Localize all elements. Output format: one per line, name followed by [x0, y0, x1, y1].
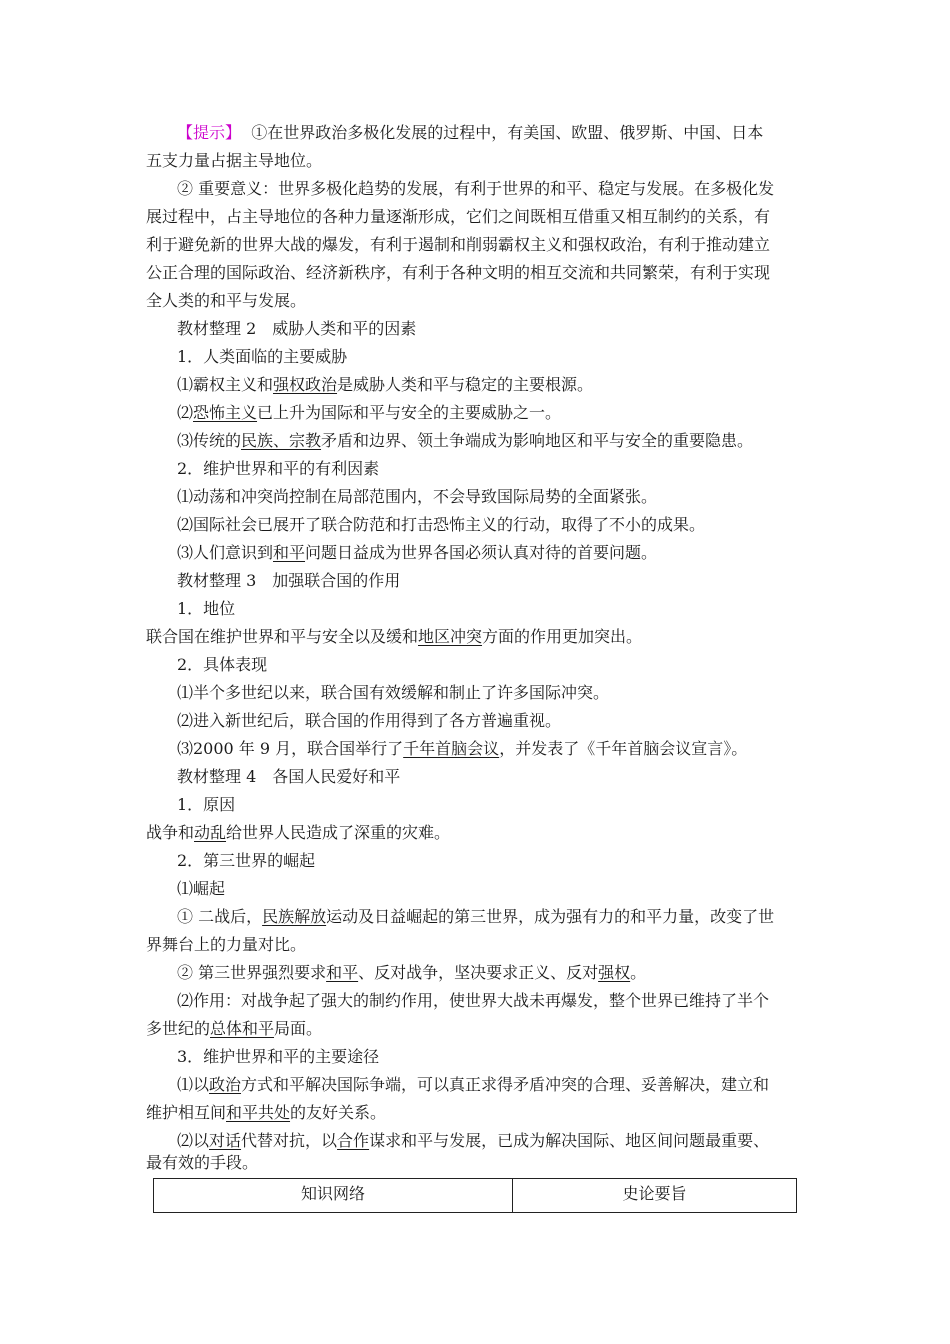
- hint-paragraph-1: 【提示】 ①在世界政治多极化发展的过程中，有美国、欧盟、俄罗斯、中国、日本: [177, 123, 764, 142]
- paragraph: ① 二战后，民族解放运动及日益崛起的第三世界，成为强有力的和平力量，改变了世: [177, 907, 775, 926]
- paragraph: ⑵作用：对战争起了强大的制约作用，使世界大战未再爆发，整个世界已维持了半个: [177, 991, 770, 1010]
- table-header-knowledge-network: 知识网络: [154, 1179, 513, 1213]
- table-header-history-theory: 史论要旨: [513, 1179, 797, 1213]
- paragraph-line: 最有效的手段。: [146, 1153, 259, 1172]
- list-item: ⑴动荡和冲突尚控制在局部范围内，不会导致国际局势的全面紧张。: [177, 487, 658, 506]
- list-item: ⑶2000 年 9 月，联合国举行了千年首脑会议，并发表了《千年首脑会议宣言》。: [177, 739, 748, 758]
- paragraph-line: 界舞台上的力量对比。: [146, 935, 307, 954]
- section-heading: 1．地位: [177, 599, 236, 618]
- section-heading: 1．原因: [177, 795, 236, 814]
- list-item: ⑴半个多世纪以来，联合国有效缓解和制止了许多国际冲突。: [177, 683, 610, 702]
- section-heading: 3．维护世界和平的主要途径: [177, 1047, 380, 1066]
- section-heading: 2．维护世界和平的有利因素: [177, 459, 380, 478]
- summary-table: [153, 1178, 797, 1213]
- hint-line: 公正合理的国际政治、经济新秩序，有利于各种文明的相互交流和共同繁荣，有利于实现: [146, 263, 771, 282]
- section-2-title: 教材整理 2 威胁人类和平的因素: [177, 319, 417, 338]
- hint-line: ② 重要意义：世界多极化趋势的发展，有利于世界的和平、稳定与发展。在多极化发: [177, 179, 775, 198]
- hint-line: 展过程中，占主导地位的各种力量逐渐形成，它们之间既相互借重又相互制约的关系，有: [146, 207, 771, 226]
- list-item: ⑵恐怖主义已上升为国际和平与安全的主要威胁之一。: [177, 403, 562, 422]
- hint-line: 利于避免新的世界大战的爆发，有利于遏制和削弱霸权主义和强权政治，有利于推动建立: [146, 235, 771, 254]
- hint-tag: 【提示】: [177, 123, 242, 142]
- paragraph: ⑴以政治方式和平解决国际争端，可以真正求得矛盾冲突的合理、妥善解决，建立和: [177, 1075, 770, 1094]
- section-heading: 1．人类面临的主要威胁: [177, 347, 348, 366]
- subsection-heading: ⑴崛起: [177, 879, 226, 898]
- list-item: ⑶人们意识到和平问题日益成为世界各国必须认真对待的首要问题。: [177, 543, 658, 562]
- section-heading: 2．具体表现: [177, 655, 268, 674]
- paragraph: 联合国在维护世界和平与安全以及缓和地区冲突方面的作用更加突出。: [146, 627, 643, 646]
- list-item: ⑴霸权主义和强权政治是威胁人类和平与稳定的主要根源。: [177, 375, 594, 394]
- list-item: ⑶传统的民族、宗教矛盾和边界、领土争端成为影响地区和平与安全的重要隐患。: [177, 431, 754, 450]
- paragraph-line: 多世纪的总体和平局面。: [146, 1019, 323, 1038]
- section-4-title: 教材整理 4 各国人民爱好和平: [177, 767, 401, 786]
- paragraph: ② 第三世界强烈要求和平、反对战争，坚决要求正义、反对强权。: [177, 963, 647, 982]
- section-heading: 2．第三世界的崛起: [177, 851, 316, 870]
- hint-line: 五支力量占据主导地位。: [146, 151, 323, 170]
- list-item: ⑵进入新世纪后，联合国的作用得到了各方普遍重视。: [177, 711, 562, 730]
- list-item: ⑵国际社会已展开了联合防范和打击恐怖主义的行动，取得了不小的成果。: [177, 515, 706, 534]
- paragraph-line: 维护相互间和平共处的友好关系。: [146, 1103, 387, 1122]
- paragraph: 战争和动乱给世界人民造成了深重的灾难。: [146, 823, 451, 842]
- paragraph: ⑵以对话代替对抗，以合作谋求和平与发展，已成为解决国际、地区间问题最重要、: [177, 1131, 770, 1150]
- section-3-title: 教材整理 3 加强联合国的作用: [177, 571, 401, 590]
- hint-line: 全人类的和平与发展。: [146, 291, 307, 310]
